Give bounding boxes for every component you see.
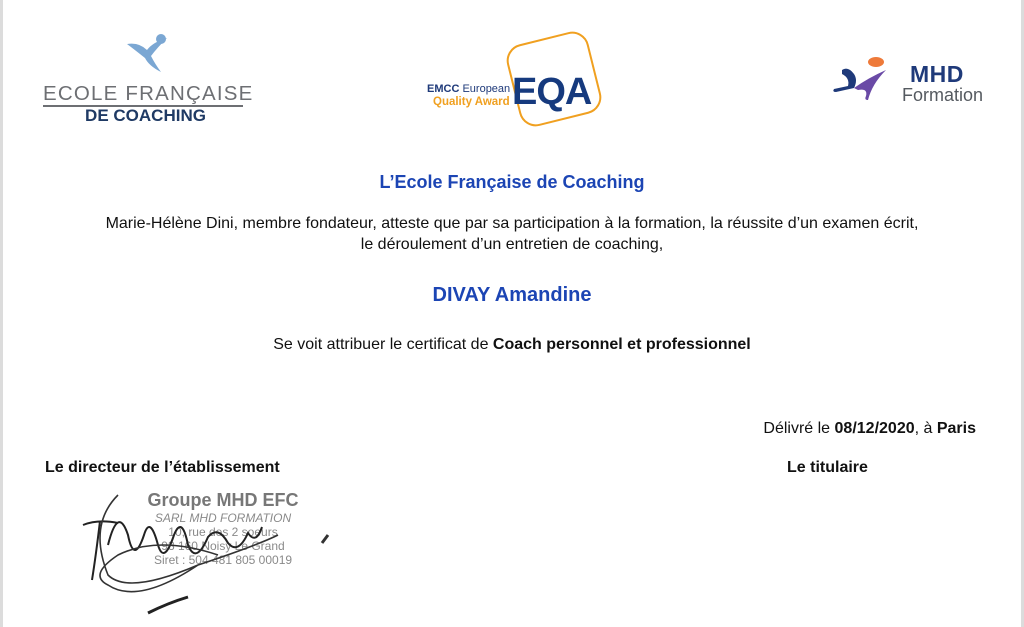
stamp-line-4: 93 160 Noisy Le Grand xyxy=(161,539,285,553)
eqa-logo xyxy=(423,26,623,131)
ecole-francaise-logo xyxy=(43,32,254,127)
director-label: Le directeur de l’établissement xyxy=(45,459,280,476)
cert-prefix: Se voit attribuer le certificat de xyxy=(273,336,489,353)
mhd-runner-icon xyxy=(828,52,893,107)
award-text: Quality Award xyxy=(433,96,510,108)
logo-text-line2: DE COACHING xyxy=(85,106,206,125)
certificate-page xyxy=(3,0,1021,627)
mhd-mark: MHD xyxy=(910,61,964,87)
delivery-info xyxy=(763,420,976,438)
recipient-name: DIVAY Amandine xyxy=(432,284,592,306)
stamp-line-1: Groupe MHD EFC xyxy=(147,490,299,510)
eqa-mark: EQA xyxy=(512,71,592,113)
stamp-line-2: SARL MHD FORMATION xyxy=(154,511,292,525)
mhd-formation-logo xyxy=(828,52,998,112)
school-title: L’Ecole Française de Coaching xyxy=(379,172,645,192)
emcc-text: EMCC xyxy=(427,83,460,95)
runner-icon xyxy=(123,32,173,74)
delivery-place: Paris xyxy=(936,420,976,437)
attestation-line-2: le déroulement d’un entretien de coaching, xyxy=(360,236,664,253)
delivery-date: 08/12/2020 xyxy=(834,420,915,437)
director-signature xyxy=(78,485,338,620)
logo-text-line1: ECOLE FRANÇAISE xyxy=(43,82,254,105)
stamp-line-3: 10, rue des 2 soeurs xyxy=(168,525,278,539)
place-prefix: , à xyxy=(914,420,933,437)
delivered-prefix: Délivré le xyxy=(763,420,831,437)
attestation-line-1: Marie-Hélène Dini, membre fondateur, atteste que par sa participation à la formation, la réussite d’un examen écrit, xyxy=(105,215,919,232)
cert-title: Coach personnel et professionnel xyxy=(492,336,751,353)
formation-text: Formation xyxy=(902,85,984,105)
stamp-line-5: Siret : 504 481 805 00019 xyxy=(153,553,293,567)
holder-label: Le titulaire xyxy=(787,459,868,476)
certificate-statement xyxy=(3,336,1021,354)
european-text: European xyxy=(462,83,511,95)
